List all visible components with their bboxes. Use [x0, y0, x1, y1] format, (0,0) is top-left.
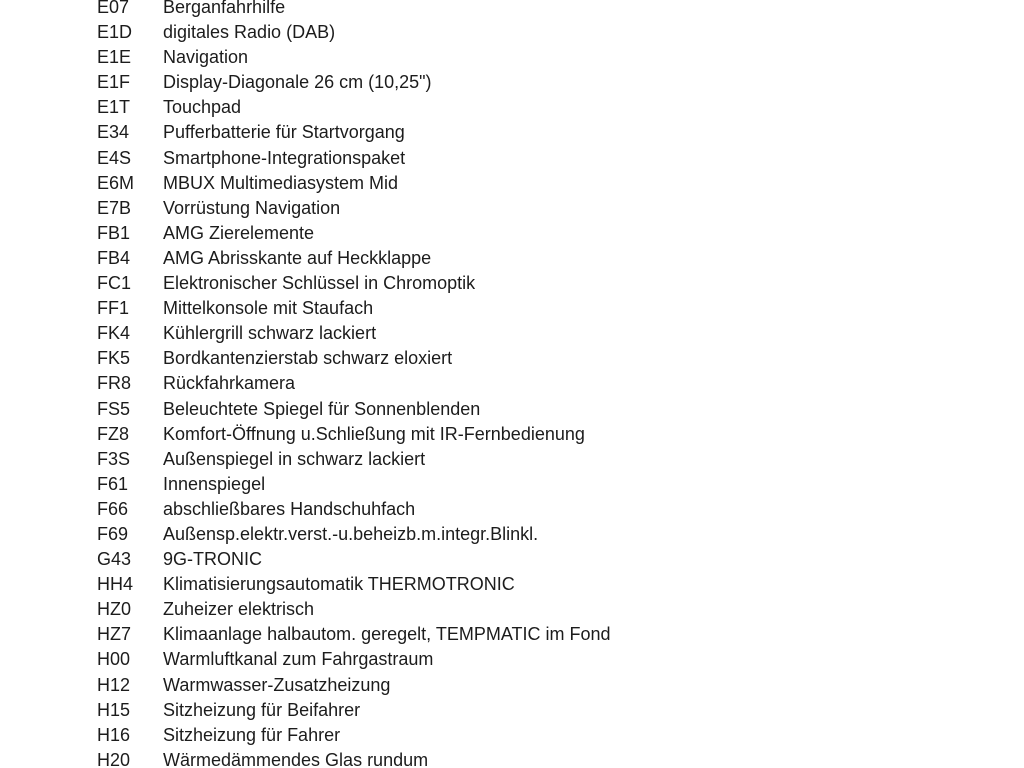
list-item [97, 223, 611, 248]
option-description: MBUX Multimediasystem Mid [163, 172, 399, 193]
list-item [97, 373, 611, 398]
option-description: Rückfahrkamera [163, 373, 296, 394]
equipment-code-list [97, 0, 611, 768]
list-item [97, 323, 611, 348]
option-code: H12 [97, 674, 131, 695]
option-description: digitales Radio (DAB) [163, 22, 336, 43]
option-description: Sitzheizung für Beifahrer [163, 699, 361, 720]
list-item [97, 624, 611, 649]
option-description: Beleuchtete Spiegel für Sonnenblenden [163, 398, 481, 419]
option-description: Sitzheizung für Fahrer [163, 724, 341, 745]
option-description: Kühlergrill schwarz lackiert [163, 323, 377, 344]
list-item [97, 524, 611, 549]
option-code: E6M [97, 172, 135, 193]
option-code: E4S [97, 147, 132, 168]
option-code: FZ8 [97, 423, 130, 444]
list-item [97, 173, 611, 198]
option-description: 9G-TRONIC [163, 549, 262, 570]
option-description: Außensp.elektr.verst.-u.beheizb.m.integr.Blinkl. [163, 523, 539, 544]
list-item [97, 675, 611, 700]
option-description: Warmluftkanal zum Fahrgastraum [163, 649, 434, 670]
list-item [97, 399, 611, 424]
option-description: Vorrüstung Navigation [163, 197, 341, 218]
option-description: AMG Abrisskante auf Heckklappe [163, 247, 432, 268]
option-code: FB1 [97, 222, 131, 243]
option-description: Touchpad [163, 97, 242, 118]
option-code: HH4 [97, 574, 134, 595]
option-code: E1F [97, 72, 131, 93]
option-code: H00 [97, 649, 131, 670]
option-code: FS5 [97, 398, 131, 419]
list-item [97, 148, 611, 173]
option-code: HZ0 [97, 599, 132, 620]
option-description: Smartphone-Integrationspaket [163, 147, 406, 168]
option-description: AMG Zierelemente [163, 222, 315, 243]
list-item [97, 72, 611, 97]
option-description: Außenspiegel in schwarz lackiert [163, 448, 426, 469]
list-item [97, 122, 611, 147]
option-description: Komfort-Öffnung u.Schließung mit IR-Fernbedienung [163, 423, 585, 444]
option-description: Innenspiegel [163, 473, 266, 494]
option-code: E34 [97, 122, 130, 143]
list-item [97, 599, 611, 624]
option-code: FC1 [97, 273, 132, 294]
option-code: F61 [97, 473, 129, 494]
list-item [97, 97, 611, 122]
list-item [97, 549, 611, 574]
option-code: F69 [97, 523, 129, 544]
list-item [97, 248, 611, 273]
option-code: H20 [97, 749, 131, 768]
option-code: FK5 [97, 348, 131, 369]
list-item [97, 424, 611, 449]
list-item [97, 649, 611, 674]
option-code: F66 [97, 498, 129, 519]
option-description: Zuheizer elektrisch [163, 599, 315, 620]
option-code: FK4 [97, 323, 131, 344]
option-description: Bordkantenzierstab schwarz eloxiert [163, 348, 453, 369]
list-item [97, 700, 611, 725]
option-code: H16 [97, 724, 131, 745]
option-description: Display-Diagonale 26 cm (10,25") [163, 72, 432, 93]
list-item [97, 750, 611, 768]
option-code: HZ7 [97, 624, 132, 645]
option-code: F3S [97, 448, 131, 469]
list-item [97, 273, 611, 298]
option-description: Klimaanlage halbautom. geregelt, TEMPMATIC im Fond [163, 624, 611, 645]
option-description: Klimatisierungsautomatik THERMOTRONIC [163, 574, 515, 595]
list-item [97, 574, 611, 599]
option-code: FF1 [97, 298, 130, 319]
option-description: Warmwasser-Zusatzheizung [163, 674, 391, 695]
list-item [97, 348, 611, 373]
option-description: Mittelkonsole mit Staufach [163, 298, 374, 319]
list-item [97, 47, 611, 72]
option-description: abschließbares Handschuhfach [163, 498, 416, 519]
list-item [97, 725, 611, 750]
option-code: FB4 [97, 247, 131, 268]
list-item [97, 298, 611, 323]
option-description: Elektronischer Schlüssel in Chromoptik [163, 273, 476, 294]
option-code: E07 [97, 0, 130, 17]
option-code: E1E [97, 47, 132, 68]
option-code: FR8 [97, 373, 132, 394]
list-item [97, 499, 611, 524]
option-code: H15 [97, 699, 131, 720]
list-item [97, 22, 611, 47]
option-description: Berganfahrhilfe [163, 0, 286, 17]
list-item [97, 449, 611, 474]
option-description: Pufferbatterie für Startvorgang [163, 122, 405, 143]
option-code: E1D [97, 22, 133, 43]
list-item [97, 474, 611, 499]
option-code: E1T [97, 97, 131, 118]
list-item [97, 0, 611, 22]
list-item [97, 198, 611, 223]
option-description: Navigation [163, 47, 249, 68]
option-code: G43 [97, 549, 132, 570]
option-code: E7B [97, 197, 132, 218]
option-description: Wärmedämmendes Glas rundum [163, 749, 429, 768]
